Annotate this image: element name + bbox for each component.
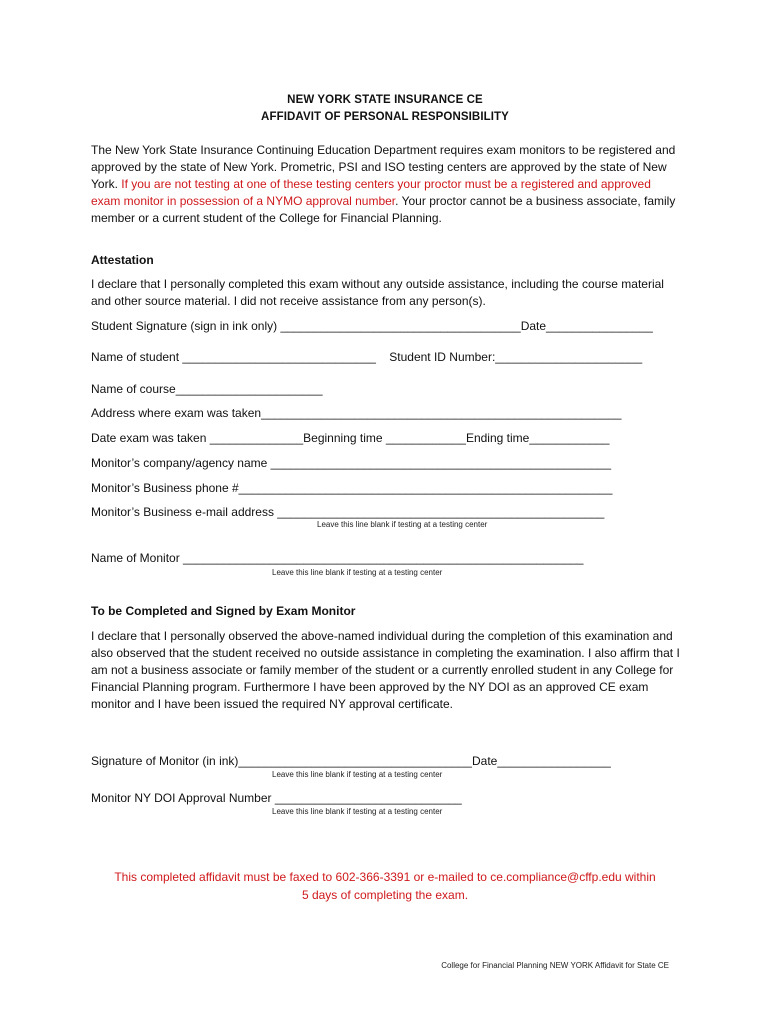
course-name-field[interactable]: Name of course______________________ <box>91 382 323 396</box>
closing-line-1: This completed affidavit must be faxed to 602-366-3391 or e-mailed to ce.compliance@cffp.edu within <box>114 870 656 884</box>
attestation-declaration: I declare that I personally completed this exam without any outside assistance, including the course material and other source material. I did not receive assistance from any person(s). <box>91 277 664 308</box>
monitor-name-blank-note: Leave this line blank if testing at a testing center <box>272 568 443 577</box>
intro-text: The New York State Insurance Continuing Education Department requires exam monitors to be registered and approved by the state of New York. Prometric, PSI and ISO testing centers are approved by the state of New York. <box>91 143 676 191</box>
monitor-email-field[interactable]: Monitor’s Business e-mail address _________________________________________________ <box>91 505 605 519</box>
approval-number-field[interactable]: Monitor NY DOI Approval Number ____________________________ <box>91 791 462 805</box>
monitor-declaration: I declare that I personally observed the above-named individual during the completion of this examination and also observed that the student received no outside assistance in completing the examination. I also affirm that I am not a business associate or family member of the student or a currently enrolled student in any College for Financial Planning program. Furthermore I have been approved by the NY DOI as an approved CE exam monitor and I have been issued the required NY approval certificate. <box>91 629 680 711</box>
page-footer: College for Financial Planning NEW YORK Affidavit for State CE <box>441 961 669 970</box>
student-name-field[interactable]: Name of student _____________________________ Student ID Number:______________________ <box>91 350 643 364</box>
student-signature-field[interactable]: Student Signature (sign in ink only) ____________________________________Date________________ <box>91 319 653 333</box>
attestation-heading: Attestation <box>91 253 154 267</box>
intro-paragraph <box>91 142 681 227</box>
email-blank-note: Leave this line blank if testing at a testing center <box>317 520 488 529</box>
exam-date-field[interactable]: Date exam was taken ______________Beginning time ____________Ending time____________ <box>91 431 610 445</box>
monitor-section-heading: To be Completed and Signed by Exam Monitor <box>91 604 356 618</box>
title-line-1: NEW YORK STATE INSURANCE CE <box>287 94 483 106</box>
monitor-phone-field[interactable]: Monitor’s Business phone #________________________________________________________ <box>91 481 613 495</box>
exam-address-field[interactable]: Address where exam was taken______________________________________________________ <box>91 406 622 420</box>
monitor-company-field[interactable]: Monitor’s company/agency name ___________________________________________________ <box>91 456 612 470</box>
monitor-signature-field[interactable]: Signature of Monitor (in ink)___________________________________Date_________________ <box>91 754 611 768</box>
intro-text-end: . Your proctor cannot be a business associate, family member or a current student of the College for Financial Planning. <box>91 194 676 225</box>
approval-blank-note: Leave this line blank if testing at a testing center <box>272 807 443 816</box>
intro-warning-text: If you are not testing at one of these testing centers your proctor must be a registered and approved exam monitor in possession of a NYMO approval number <box>91 177 651 208</box>
signature-blank-note: Leave this line blank if testing at a testing center <box>272 770 443 779</box>
title-line-2: AFFIDAVIT OF PERSONAL RESPONSIBILITY <box>261 111 509 123</box>
monitor-name-field[interactable]: Name of Monitor ____________________________________________________________ <box>91 551 584 565</box>
closing-line-2: 5 days of completing the exam. <box>301 888 469 902</box>
